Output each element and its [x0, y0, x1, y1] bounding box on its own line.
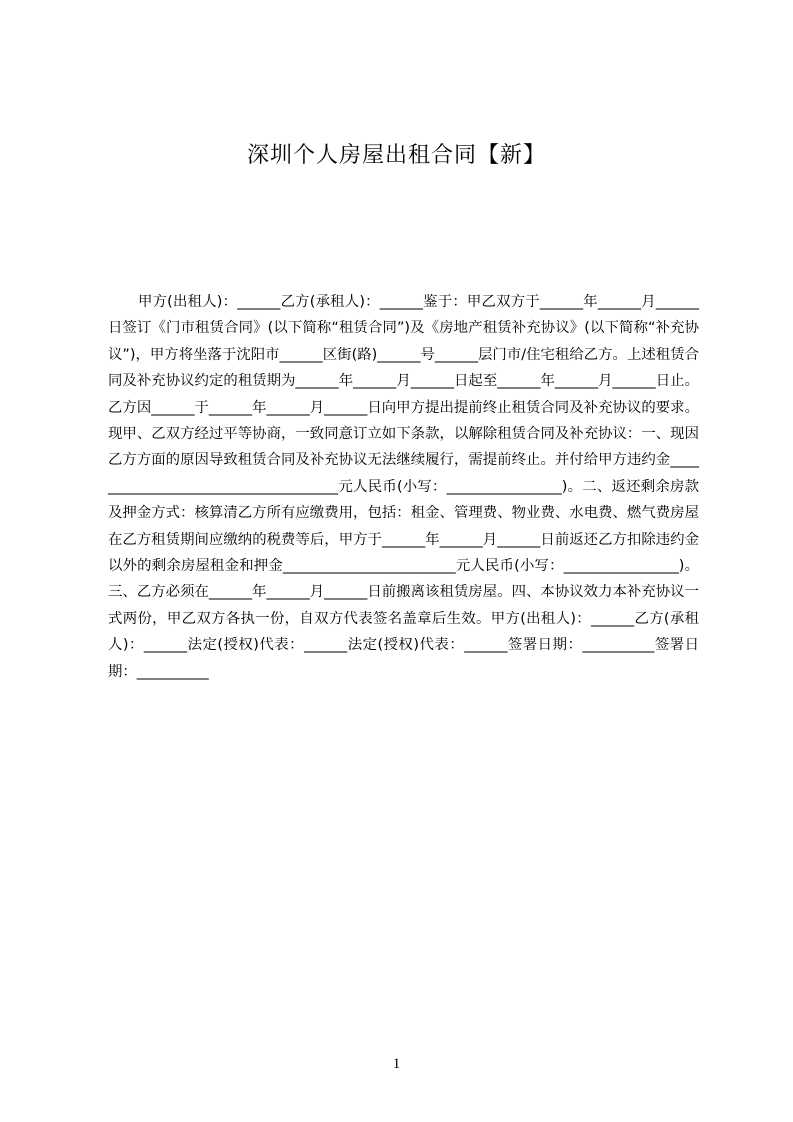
page-title: 深圳个人房屋出租合同【新】 [246, 143, 546, 168]
page-number: 1 [392, 1056, 401, 1072]
contract-body-text: 甲方(出租人)：______乙方(承租人)：______鉴于：甲乙双方于______年______月______日签订《门市租赁合同》(以下简称“租赁合同”)及《房地产租赁补充协议》(以下简称“补充协议”)，甲方将坐落于沈阳市______区街(路)______号______层门市/住宅租给乙方。上述租赁合同及补充协议约定的租赁期为______年______月______日起至______年______月______日止。乙方因______于______年______月______日向甲方提出提前终止租赁合同及补充协议的要求。现甲、乙双方经过平等协商，一致同意订立如下条款，以解除租赁合同及补充协议：一、现因乙方方面的原因导致租赁合同及补充协议无法继续履行，需提前终止。并付给甲方违约金____________________________________元人民币(小写：________________)。二、返还剩余房款及押金方式：核算清乙方所有应缴费用，包括：租金、管理费、物业费、水电费、燃气费房屋在乙方租赁期间应缴纳的税费等后，甲方于______年______月______日前返还乙方扣除违约金以外的剩余房屋租金和押金________________________元人民币(小写：________________)。三、乙方必须在______年______月______日前搬离该租赁房屋。四、本协议效力本补充协议一式两份，甲乙双方各执一份，自双方代表签名盖章后生效。甲方(出租人)：______乙方(承租人)：______法定(授权)代表：______法定(授权)代表：______签署日期：__________签署日期：__________ [108, 294, 699, 680]
